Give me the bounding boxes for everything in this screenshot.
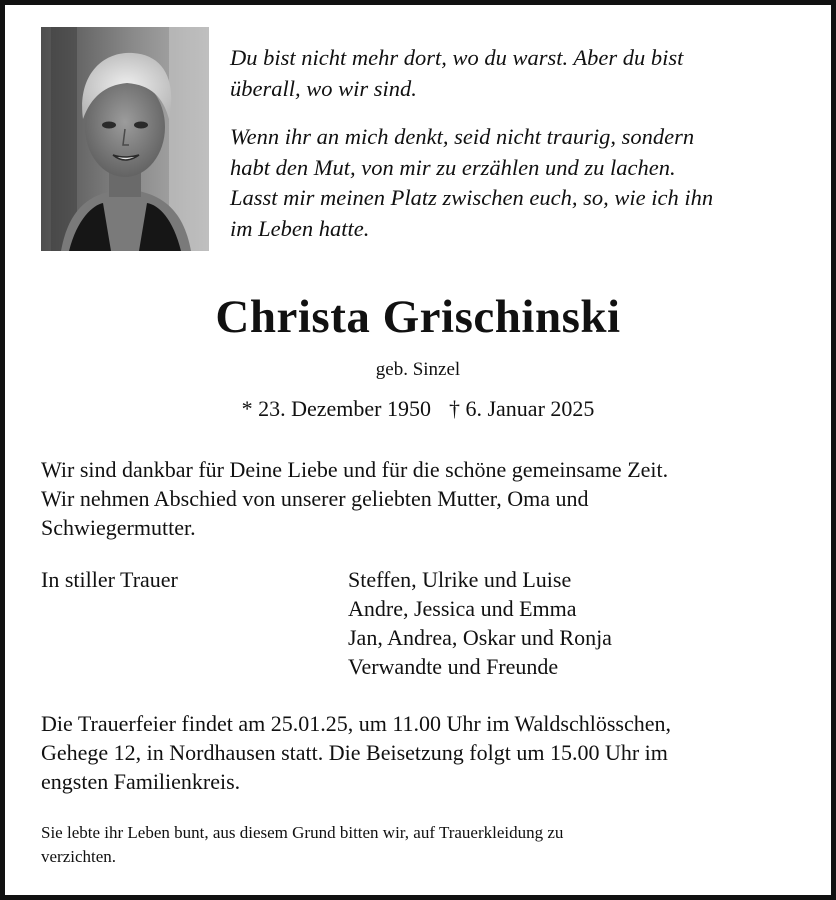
mourners-list [348, 565, 612, 681]
quote-line: habt den Mut, von mir zu erzählen und zu lachen. [230, 154, 676, 180]
text-line: Wir sind dankbar für Deine Liebe und für die schöne gemeinsame Zeit. [41, 457, 669, 482]
quote-line: Lasst mir meinen Platz zwischen euch, so, wie ich ihn [230, 185, 714, 210]
quote-line: überall, wo wir sind. [230, 75, 417, 101]
text-line: engsten Familienkreis. [41, 769, 241, 794]
quote-line: Du bist nicht mehr dort, wo du warst. Aber du bist [230, 45, 684, 70]
quote-paragraph [230, 43, 820, 104]
quote-line: Wenn ihr an mich denkt, seid nicht traurig, sondern [230, 124, 695, 149]
mourner-entry: Steffen, Ulrike und Luise [348, 567, 572, 592]
dress-request [41, 821, 821, 869]
text-line: Die Trauerfeier findet am 25.01.25, um 11.00 Uhr im Waldschlösschen, [41, 711, 672, 736]
funeral-details [41, 709, 821, 796]
birth-date: * 23. Dezember 1950 [241, 396, 431, 421]
thanks-paragraph [41, 455, 821, 542]
text-line: Wir nehmen Abschied von unserer geliebten Mutter, Oma und [41, 486, 589, 511]
maiden-name: geb. Sinzel [375, 359, 461, 380]
mourning-label: In stiller Trauer [41, 567, 178, 592]
memorial-quotes [230, 43, 820, 262]
text-line: Sie lebte ihr Leben bunt, aus diesem Grund bitten wir, auf Trauerkleidung zu [41, 823, 564, 842]
mourner-entry: Andre, Jessica und Emma [348, 596, 577, 621]
mourner-entry: Jan, Andrea, Oskar und Ronja [348, 625, 612, 650]
mourner-entry: Verwandte und Freunde [348, 654, 559, 679]
death-date: † 6. Januar 2025 [448, 396, 595, 421]
portrait-photo-icon [41, 27, 209, 251]
deceased-name: Christa Grischinski [215, 291, 621, 343]
text-line: Gehege 12, in Nordhausen statt. Die Beisetzung folgt um 15.00 Uhr im [41, 740, 668, 765]
text-line: Schwiegermutter. [41, 515, 196, 540]
life-dates [5, 395, 831, 423]
quote-line: im Leben hatte. [230, 215, 370, 241]
quote-paragraph [230, 122, 820, 244]
text-line: verzichten. [41, 847, 117, 866]
